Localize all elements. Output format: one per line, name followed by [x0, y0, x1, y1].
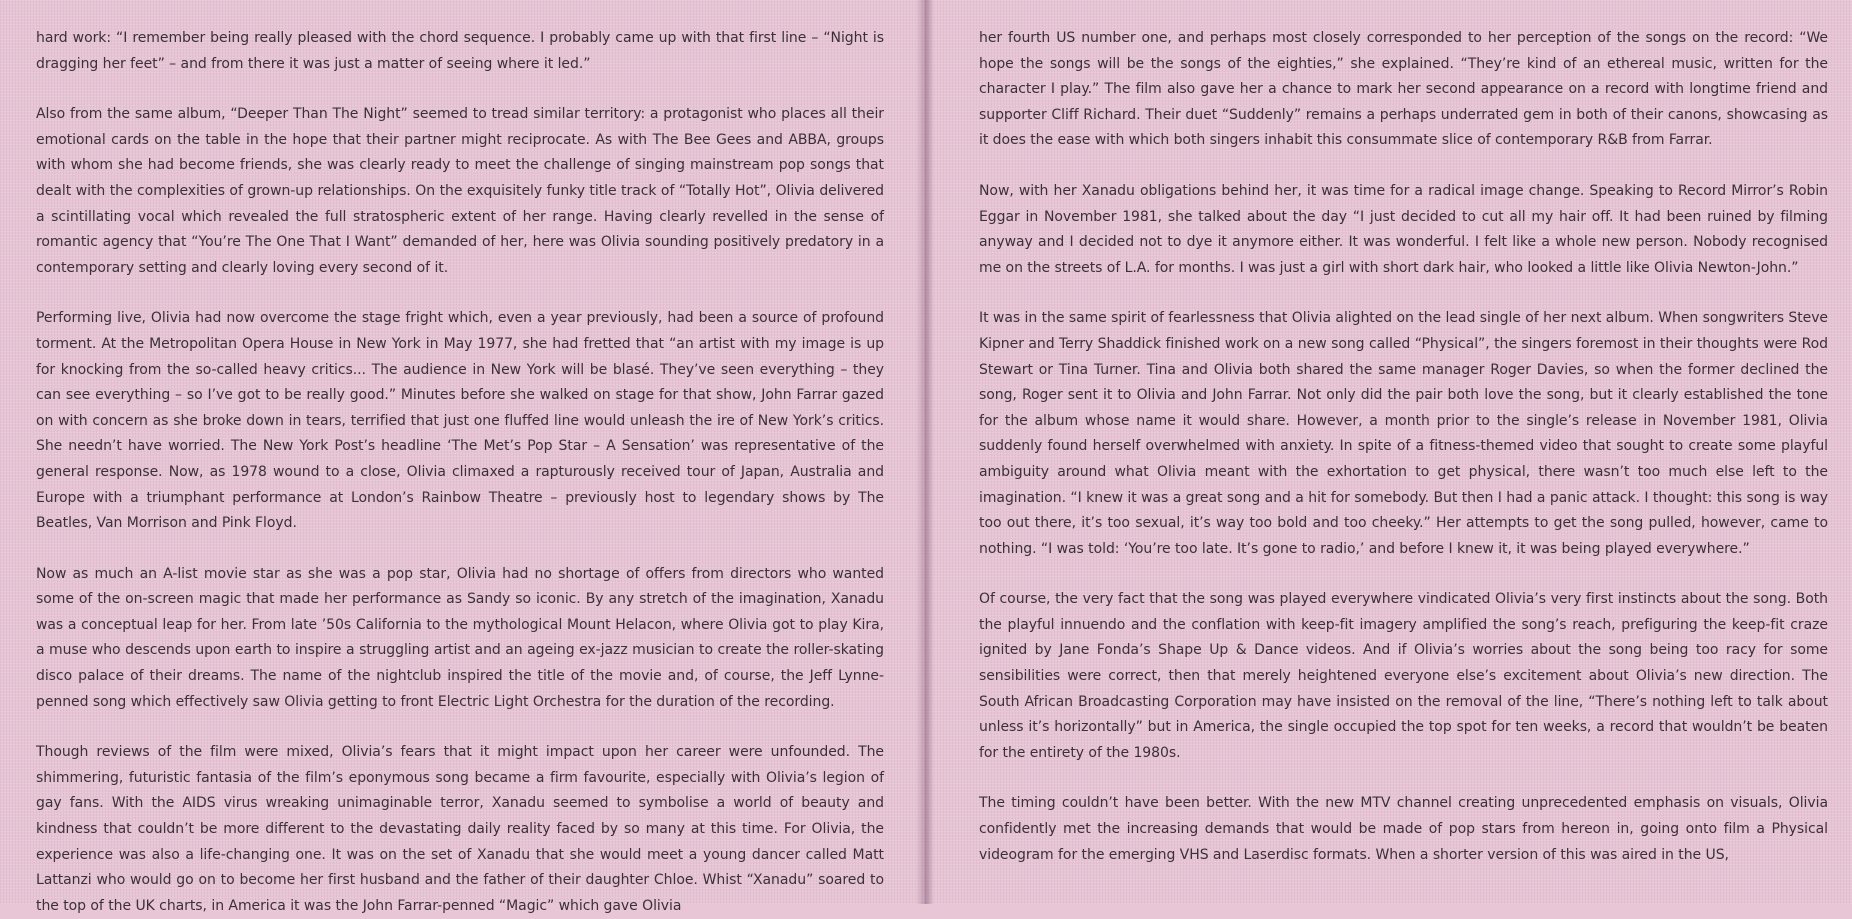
left-paragraph-3: Performing live, Olivia had now overcome the stage fright which, even a year previously, had been a source of profound torment. At the Metropolitan Opera House in New York in May 1977, she had fretted that “an artist with my image is up for knocking from the so-called heavy critics... The audience in New York will be blasé. They’ve seen everything – they can see everything – so I’ve got to be really good.” Minutes before she walked on stage for that show, John Farrar gazed on with concern as she broke down in tears, terrified that just one fluffed line would unleash the ire of New York’s critics. She needn’t have worried. The New York Post’s headline ‘The Met’s Pop Star – A Sensation’ was representative of the general response. Now, as 1978 wound to a close, Olivia climaxed a rapturously received tour of Japan, Australia and Europe with a triumphant performance at London’s Rainbow Theatre – previously host to legendary shows by The Beatles, Van Morrison and Pink Floyd.: [36, 310, 884, 532]
right-page: [922, 0, 1852, 904]
left-paragraph-2: Also from the same album, “Deeper Than The Night” seemed to tread similar territory: a protagonist who places all their emotional cards on the table in the hope that their partner might reciprocate. As with The Bee Gees and ABBA, groups with whom she had become friends, she was clearly ready to meet the challenge of singing mainstream pop songs that dealt with the complexities of grown-up relationships. On the exquisitely funky title track of “Totally Hot”, Olivia delivered a scintillating vocal which revealed the full stratospheric extent of her range. Having clearly revelled in the sense of romantic agency that “You’re The One That I Want” demanded of her, here was Olivia sounding positively predatory in a contemporary setting and clearly loving every second of it.: [36, 106, 884, 276]
right-paragraph-2: Now, with her Xanadu obligations behind her, it was time for a radical image change. Speaking to Record Mirror’s Robin Eggar in November 1981, she talked about the day “I just decided to cut all my hair off. It had been ruined by filming anyway and I decided not to dye it anymore either. It was wonderful. I felt like a whole new person. Nobody recognised me on the streets of L.A. for months. I was just a girl with short dark hair, who looked a little like Olivia Newton-John.”: [979, 182, 1828, 276]
left-paragraph-1: hard work: “I remember being really pleased with the chord sequence. I probably came up with that first line – “Night is dragging her feet” – and from there it was just a matter of seeing where it led.”: [36, 30, 884, 72]
left-page: [0, 0, 922, 914]
right-paragraph-4: Of course, the very fact that the song was played everywhere vindicated Olivia’s very first instincts about the song. Both the playful innuendo and the conflation with keep-fit imagery amplified the song’s reach, prefiguring the keep-fit craze ignited by Jane Fonda’s Shape Up & Dance videos. And if Olivia’s worries about the song being too racy for some sensibilities were correct, then that merely heightened everyone else’s excitement about Olivia’s new direction. The South African Broadcasting Corporation may have insisted on the removal of the line, “There’s nothing left to talk about unless it’s horizontally” but in America, the single occupied the top spot for ten weeks, a record that wouldn’t be beaten for the entirety of the 1980s.: [979, 591, 1828, 761]
left-paragraph-4: Now as much an A-list movie star as she was a pop star, Olivia had no shortage of offers from directors who wanted some of the on-screen magic that made her performance as Sandy so iconic. By any stretch of the imagination, Xanadu was a conceptual leap for her. From late ’50s California to the mythological Mount Helacon, where Olivia got to play Kira, a muse who descends upon earth to inspire a struggling artist and an ageing ex-jazz musician to create the roller-skating disco palace of their dreams. The name of the nightclub inspired the title of the movie and, of course, the Jeff Lynne-penned song which effectively saw Olivia getting to front Electric Light Orchestra for the duration of the recording.: [36, 565, 884, 710]
right-paragraph-1: her fourth US number one, and perhaps most closely corresponded to her perception of the songs on the record: “We hope the songs will be the songs of the eighties,” she explained. “They’re kind of an ethereal music, written for the character I play.” The film also gave her a chance to mark her second appearance on a record with longtime friend and supporter Cliff Richard. Their duet “Suddenly” remains a perhaps underrated gem in both of their canons, showcasing as it does the ease with which both singers inhabit this consummate slice of contemporary R&B from Farrar.: [979, 30, 1828, 149]
right-paragraph-3: It was in the same spirit of fearlessness that Olivia alighted on the lead single of her next album. When songwriters Steve Kipner and Terry Shaddick finished work on a new song called “Physical”, the singers foremost in their thoughts were Rod Stewart or Tina Turner. Tina and Olivia both shared the same manager Roger Davies, so when the former declined the song, Roger sent it to Olivia and John Farrar. Not only did the pair both love the song, but it clearly established the tone for the album whose name it would share. However, a month prior to the single’s release in November 1981, Olivia suddenly found herself overwhelmed with anxiety. In spite of a fitness-themed video that sought to create some playful ambiguity around what Olivia meant with the exhortation to get physical, there wasn’t too much else left to the imagination. “I knew it was a great song and a hit for somebody. But then I had a panic attack. I thought: this song is way too out there, it’s too sexual, it’s way too bold and too cheeky.” Her attempts to get the song pulled, however, came to nothing. “I was told: ‘You’re too late. It’s gone to radio,’ and before I knew it, it was being played everywhere.”: [979, 310, 1828, 557]
left-paragraph-5: Though reviews of the film were mixed, Olivia’s fears that it might impact upon her career were unfounded. The shimmering, futuristic fantasia of the film’s eponymous song became a firm favourite, especially with Olivia’s legion of gay fans. With the AIDS virus wreaking unimaginable terror, Xanadu seemed to symbolise a world of beauty and kindness that couldn’t be more different to the devastating daily reality faced by so many at this time. For Olivia, the experience was also a life-changing one. It was on the set of Xanadu that she would meet a young dancer called Matt Lattanzi who would go on to become her first husband and the father of their daughter Chloe. Whist “Xanadu” soared to the top of the UK charts, in America it was the John Farrar-penned “Magic” which gave Olivia: [36, 744, 884, 914]
right-paragraph-5: The timing couldn’t have been better. With the new MTV channel creating unprecedented emphasis on visuals, Olivia confidently met the increasing demands that would be made of pop stars from hereon in, going onto film a Physical videogram for the emerging VHS and Laserdisc formats. When a shorter version of this was aired in the US,: [979, 795, 1828, 863]
